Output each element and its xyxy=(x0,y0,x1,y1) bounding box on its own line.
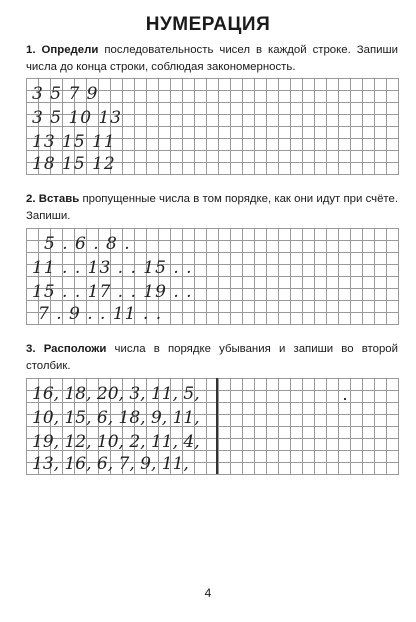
task-1-verb: Определи xyxy=(41,44,99,56)
task-1-row-2: 3 5 10 13 xyxy=(32,108,123,128)
task-2-row-4: 7 . 9 . . 11 . . xyxy=(38,304,163,324)
page-title: НУМЕРАЦИЯ xyxy=(145,14,271,35)
task-3-number: 3. xyxy=(26,343,36,355)
task-3-row-4: 13, 16, 6, 7, 9, 11, xyxy=(32,454,189,474)
task-3-grid xyxy=(26,378,399,475)
task-1-text: последовательность чисел в каждой строке. Запиши числа до конца строки, соблюдая закономерность. xyxy=(26,44,399,73)
task-1-number: 1. xyxy=(26,44,36,56)
task-2-row-3: 15 . . 17 . . 19 . . xyxy=(32,282,193,302)
task-3-row-1: 16, 18, 20, 3, 11, 5, xyxy=(32,384,200,404)
task-2-verb: Вставь xyxy=(38,193,80,205)
task-1-row-4: 18 15 12 xyxy=(32,154,116,174)
task-2-instruction xyxy=(26,191,398,225)
task-2-number: 2. xyxy=(26,193,36,205)
task-3-verb: Расположи xyxy=(43,343,107,355)
task-1-grid xyxy=(26,78,399,175)
task-1-row-1: 3 5 7 9 xyxy=(32,84,99,104)
task-1-instruction xyxy=(26,42,398,76)
task-3-row-3: 19, 12, 10, 2, 11, 4, xyxy=(32,432,200,452)
task-3-instruction xyxy=(26,341,398,375)
task-3-text: числа в порядке убывания и запиши во второй столбик. xyxy=(26,343,398,372)
stray-dot xyxy=(344,398,346,400)
task-3-row-2: 10, 15, 6, 18, 9, 11, xyxy=(32,408,200,428)
column-divider xyxy=(216,378,218,474)
task-2-grid xyxy=(26,228,399,325)
page-number: 4 xyxy=(204,586,212,600)
task-2-row-1: 5 . 6 . 8 . xyxy=(44,234,131,254)
task-2-row-2: 11 . . 13 . . 15 . . xyxy=(32,258,193,278)
task-1-row-3: 13 15 11 xyxy=(32,132,116,152)
task-2-text: пропущенные числа в том порядке, как они идут при счёте. Запиши. xyxy=(26,193,398,222)
